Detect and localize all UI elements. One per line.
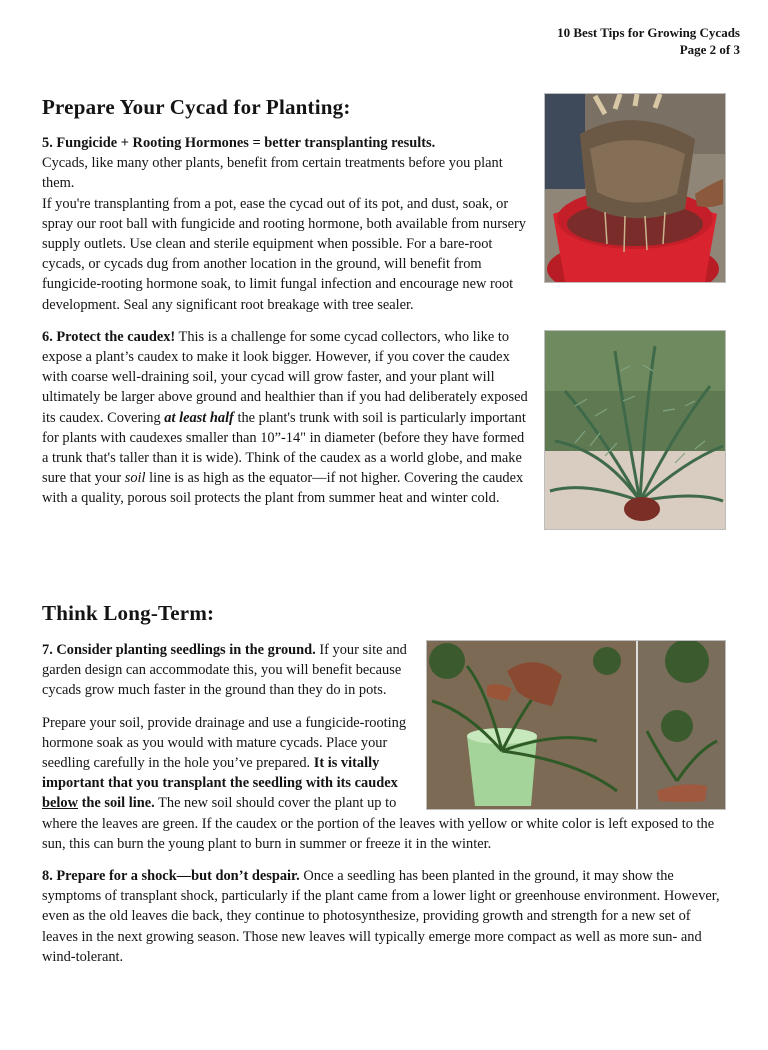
tip7-bold-b: the soil line. [77,795,155,812]
cycad-plant-icon [545,331,725,529]
tip6-emphasis-half: at least half [164,409,234,426]
root-ball-bucket-icon [545,94,725,282]
tip7-title: 7. Consider planting seedlings in the ground. [42,642,316,658]
tip7-bold-a: It is vitally important that you transplant the seedling with its caudex [42,755,398,792]
tip6-emphasis-soil: soil [124,470,146,487]
tip5-intro: Cycads, like many other plants, benefit from certain treatments before you plant them. [42,155,503,192]
section-longterm-body [42,640,726,967]
seedling-transplant-icon [427,641,725,809]
tip5-title: 5. Fungicide + Rooting Hormones = better transplanting results. [42,135,436,151]
tip6-body-3: line is as high as the equator—if not higher. Covering the caudex with a quality, porous soil protects the plant from summer heat and winter cold. [42,470,524,507]
tip5-body: If you're transplanting from a pot, ease the cycad out of its pot, and dust, soak, or spray our root ball with fungicide and rooting hormone, both available from nursery supply outlets. Use clean and sterile equipment when possible. For a bare-root cycads, or cycads dug from another location in the ground, will benefit from fungicide-rooting hormone soak, to limit fungal infection and encourage new root development. Seal any significant root breakage with tree sealer. [42,195,526,313]
page-header [557,24,740,58]
tip8-title: 8. Prepare for a shock—but don’t despair. [42,868,300,885]
tip6-body-2: the plant's trunk with soil is particularly important for plants with caudexes smaller than 10”-14" in diameter (before they have formed a trunk that's taller than it is wide). Think of the caudex as a world globe, and make sure that your [42,409,526,487]
tip7-body-1: If your site and garden design can accommodate this, you will benefit because cycads grow much faster in the ground than they do in pots. [42,642,407,699]
tip7-body-3: The new soil should cover the plant up to where the leaves are green. If the caudex or the portion of the leaves with yellow or white color is left exposed to the sun, this can burn the young plant to burn in summer or freeze it in the winter. [42,795,715,852]
section-heading-longterm: Think Long-Term: [42,601,215,625]
tip6-title: 6. Protect the caudex! [42,328,176,345]
cycad-plant-photo [544,330,726,530]
section-heading-prepare: Prepare Your Cycad for Planting: [42,95,351,119]
seedling-transplant-photo [426,640,726,810]
tip7-bold-underline: below [42,795,78,812]
root-ball-bucket-photo [544,93,726,283]
tip6-body-1: This is a challenge for some cycad collectors, who like to expose a plant’s caudex to make it look bigger. However, if you cover the caudex with coarse well-draining soil, your cycad will grow faster, and your plant will ultimately be larger above ground and healthier than if you had deliberately exposed its caudex. Covering [42,328,528,426]
tip7-body-2: Prepare your soil, provide drainage and use a fungicide-rooting hormone soak as you would with mature cycads. Place your seedling carefully in the hole you’ve prepared. [42,714,407,772]
tip8-body: Once a seedling has been planted in the ground, it may show the symptoms of transplant shock, particularly if the plant came from a lower light or greenhouse environment. However, even as the old leaves die back, they continue to photosynthesize, providing growth and strength for a new set of leaves in the next growing season. Those new leaves will typically emerge more compact as well as more sun- and wind-tolerant. [42,868,720,965]
doc-title: 10 Best Tips for Growing Cycads [557,25,740,40]
section-prepare-body [42,133,726,532]
page-number: Page 2 of 3 [679,42,740,57]
